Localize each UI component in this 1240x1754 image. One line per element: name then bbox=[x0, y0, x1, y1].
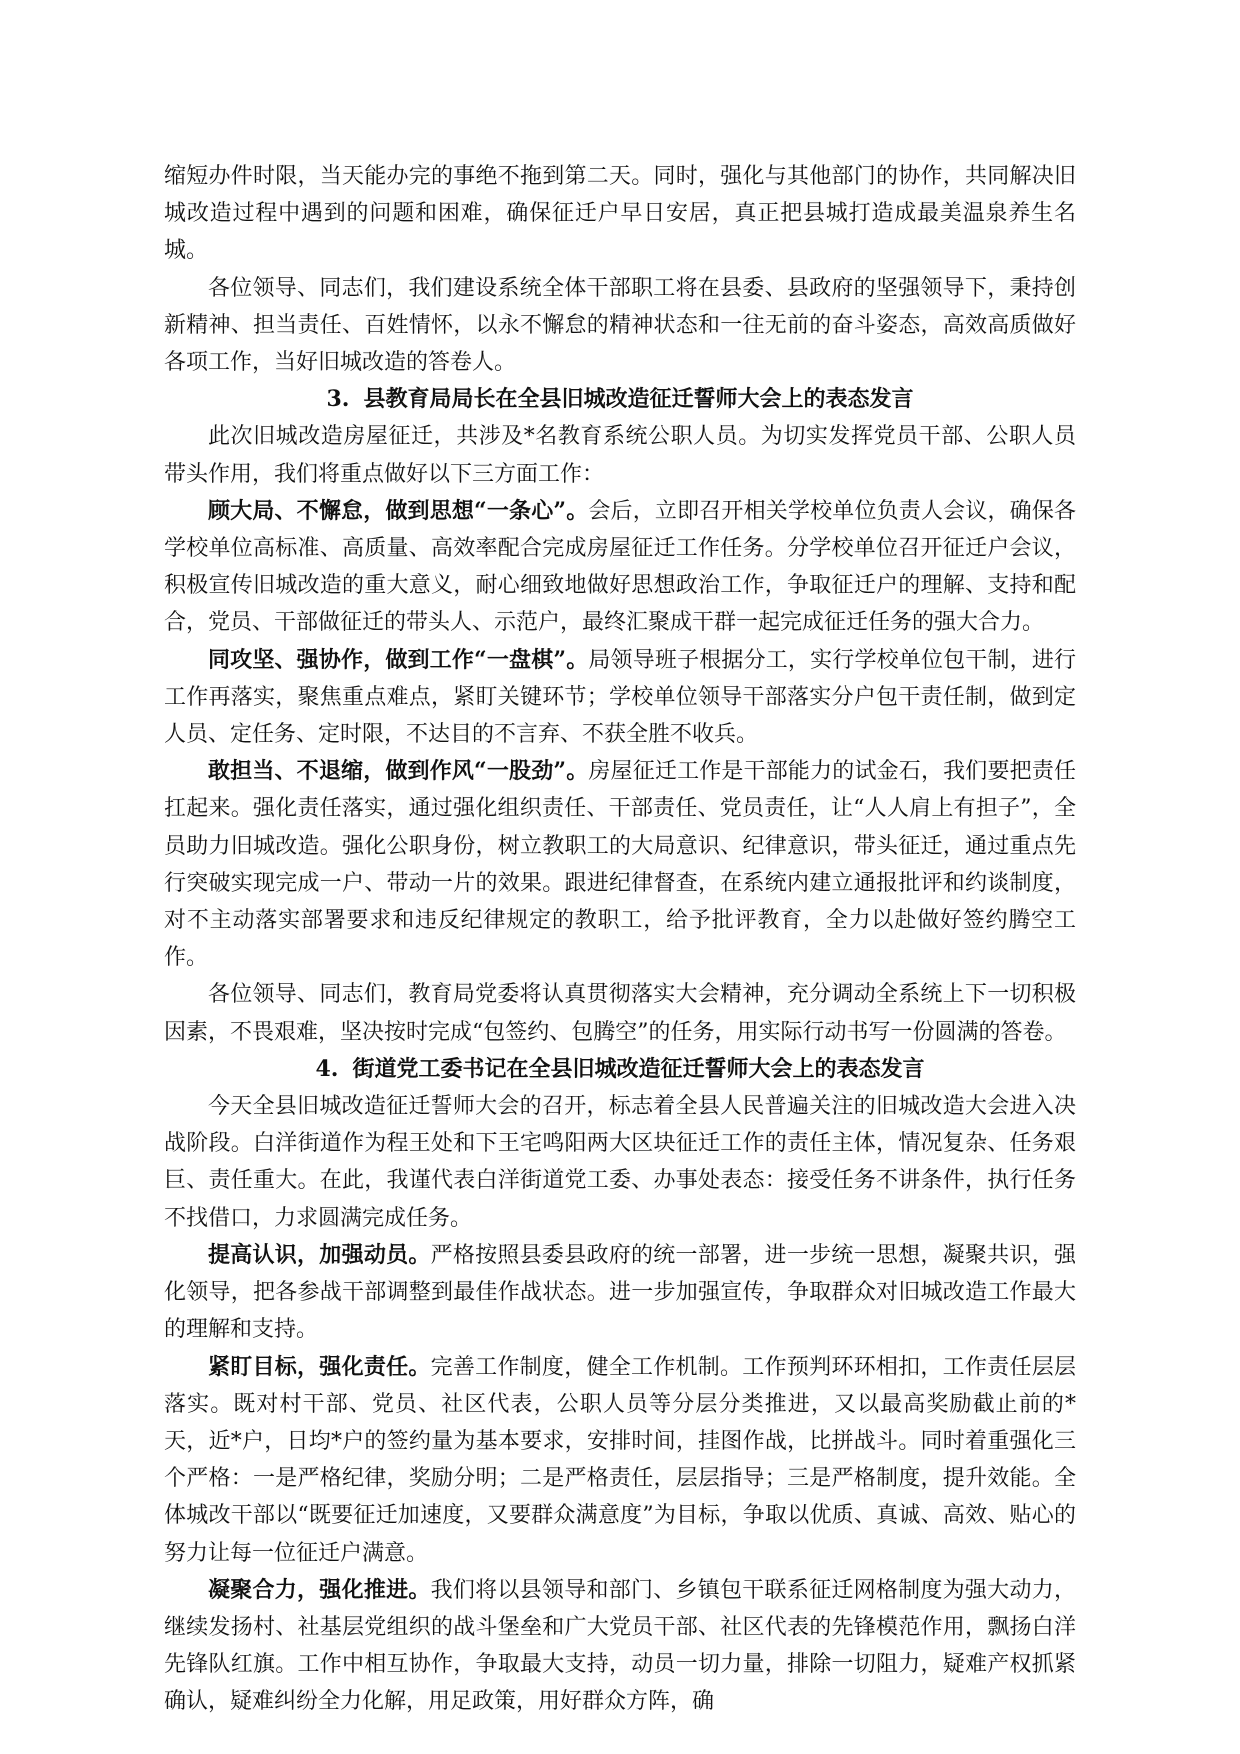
paragraph: 各位领导、同志们，教育局党委将认真贯彻落实大会精神，充分调动全系统上下一切积极因素，不畏艰难，坚决按时完成“包签约、包腾空”的任务，用实际行动书写一份圆满的答卷。 bbox=[164, 982, 1076, 1045]
lead-phrase: 同攻坚、强协作，做到工作“一盘棋”。 bbox=[208, 646, 589, 673]
lead-phrase: 敢担当、不退缩，做到作风“一股劲”。 bbox=[208, 758, 589, 785]
paragraph-body: 完善工作制度，健全工作机制。工作预判环环相扣，工作责任层层落实。既对村干部、党员、社区代表，公职人员等分层分类推进，又以最高奖励截止前的*天，近*户，日均*户的签约量为基本要求，安排时间，挂图作战，比拼战斗。同时着重强化三个严格：一是严格纪律，奖励分明；二是严格责任，层层指导；三是严格制度，提升效能。全体城改干部以“既要征迁加速度，又要群众满意度”为目标，争取以优质、真诚、高效、贴心的努力让每一位征迁户满意。 bbox=[164, 1354, 1076, 1566]
paragraph: 今天全县旧城改造征迁誓师大会的召开，标志着全县人民普遍关注的旧城改造大会进入决战阶段。白洋街道作为程王处和下王宅鸣阳两大区块征迁工作的责任主体，情况复杂、任务艰巨、责任重大。在此，我谨代表白洋街道党工委、办事处表态：接受任务不讲条件，执行任务不找借口，力求圆满完成任务。 bbox=[164, 1094, 1076, 1231]
paragraph-body: 会后，立即召开相关学校单位负责人会议，确保各学校单位高标准、高质量、高效率配合完成房屋征迁工作任务。分学校单位召开征迁户会议，积极宣传旧城改造的重大意义，耐心细致地做好思想政治工作，争取征迁户的理解、支持和配合，党员、干部做征迁的带头人、示范户，最终汇聚成干群一起完成征迁任务的强大合力。 bbox=[164, 498, 1076, 636]
section-title: 街道党工委书记在全县旧城改造征迁誓师大会上的表态发言 bbox=[352, 1055, 925, 1082]
section-number: 4. bbox=[315, 1055, 339, 1082]
paragraph-body: 局领导班子根据分工，实行学校单位包干制，进行工作再落实，聚焦重点难点，紧盯关键环节；学校单位领导干部落实分户包干责任制，做到定人员、定任务、定时限，不达目的不言弃、不获全胜不收兵。 bbox=[164, 647, 1076, 748]
lead-phrase: 紧盯目标，强化责任。 bbox=[208, 1353, 431, 1380]
lead-phrase: 凝聚合力，强化推进。 bbox=[208, 1576, 431, 1603]
section-heading bbox=[164, 381, 1076, 418]
lead-phrase: 提高认识，加强动员。 bbox=[208, 1241, 431, 1268]
paragraph bbox=[164, 493, 1076, 642]
lead-phrase: 顾大局、不懈怠，做到思想“一条心”。 bbox=[208, 497, 589, 524]
paragraph-body: 我们将以县领导和部门、乡镇包干联系征迁网格制度为强大动力，继续发扬村、社基层党组织的战斗堡垒和广大党员干部、社区代表的先锋模范作用，飘扬白洋先锋队红旗。工作中相互协作，争取最大支持，动员一切力量，排除一切阻力，疑难产权抓紧确认，疑难纠纷全力化解，用足政策，用好群众方阵，确 bbox=[164, 1577, 1076, 1715]
paragraph bbox=[164, 753, 1076, 976]
paragraph: 此次旧城改造房屋征迁，共涉及*名教育系统公职人员。为切实发挥党员干部、公职人员带头作用，我们将重点做好以下三方面工作： bbox=[164, 424, 1076, 487]
paragraph bbox=[164, 1349, 1076, 1572]
section-title: 县教育局局长在全县旧城改造征迁誓师大会上的表态发言 bbox=[363, 386, 914, 413]
paragraph: 缩短办件时限，当天能办完的事绝不拖到第二天。同时，强化与其他部门的协作，共同解决旧城改造过程中遇到的问题和困难，确保征迁户早日安居，真正把县城打造成最美温泉养生名城。 bbox=[164, 164, 1076, 264]
paragraph bbox=[164, 642, 1076, 754]
section-number: 3. bbox=[326, 386, 350, 413]
paragraph bbox=[164, 1572, 1076, 1721]
paragraph-body: 严格按照县委县政府的统一部署，进一步统一思想，凝聚共识，强化领导，把各参战干部调整到最佳作战状态。进一步加强宣传，争取群众对旧城改造工作最大的理解和支持。 bbox=[164, 1242, 1076, 1343]
paragraph bbox=[164, 1237, 1076, 1349]
paragraph: 各位领导、同志们，我们建设系统全体干部职工将在县委、县政府的坚强领导下，秉持创新精神、担当责任、百姓情怀，以永不懈怠的精神状态和一往无前的奋斗姿态，高效高质做好各项工作，当好旧城改造的答卷人。 bbox=[164, 275, 1076, 376]
paragraph-body: 房屋征迁工作是干部能力的试金石，我们要把责任扛起来。强化责任落实，通过强化组织责任、干部责任、党员责任，让“人人肩上有担子”，全员助力旧城改造。强化公职身份，树立教职工的大局意识、纪律意识，带头征迁，通过重点先行突破实现完成一户、带动一片的效果。跟进纪律督查，在系统内建立通报批评和约谈制度，对不主动落实部署要求和违反纪律规定的教职工，给予批评教育，全力以赴做好签约腾空工作。 bbox=[164, 759, 1076, 971]
document-page bbox=[164, 158, 1076, 1721]
section-heading bbox=[164, 1051, 1076, 1088]
